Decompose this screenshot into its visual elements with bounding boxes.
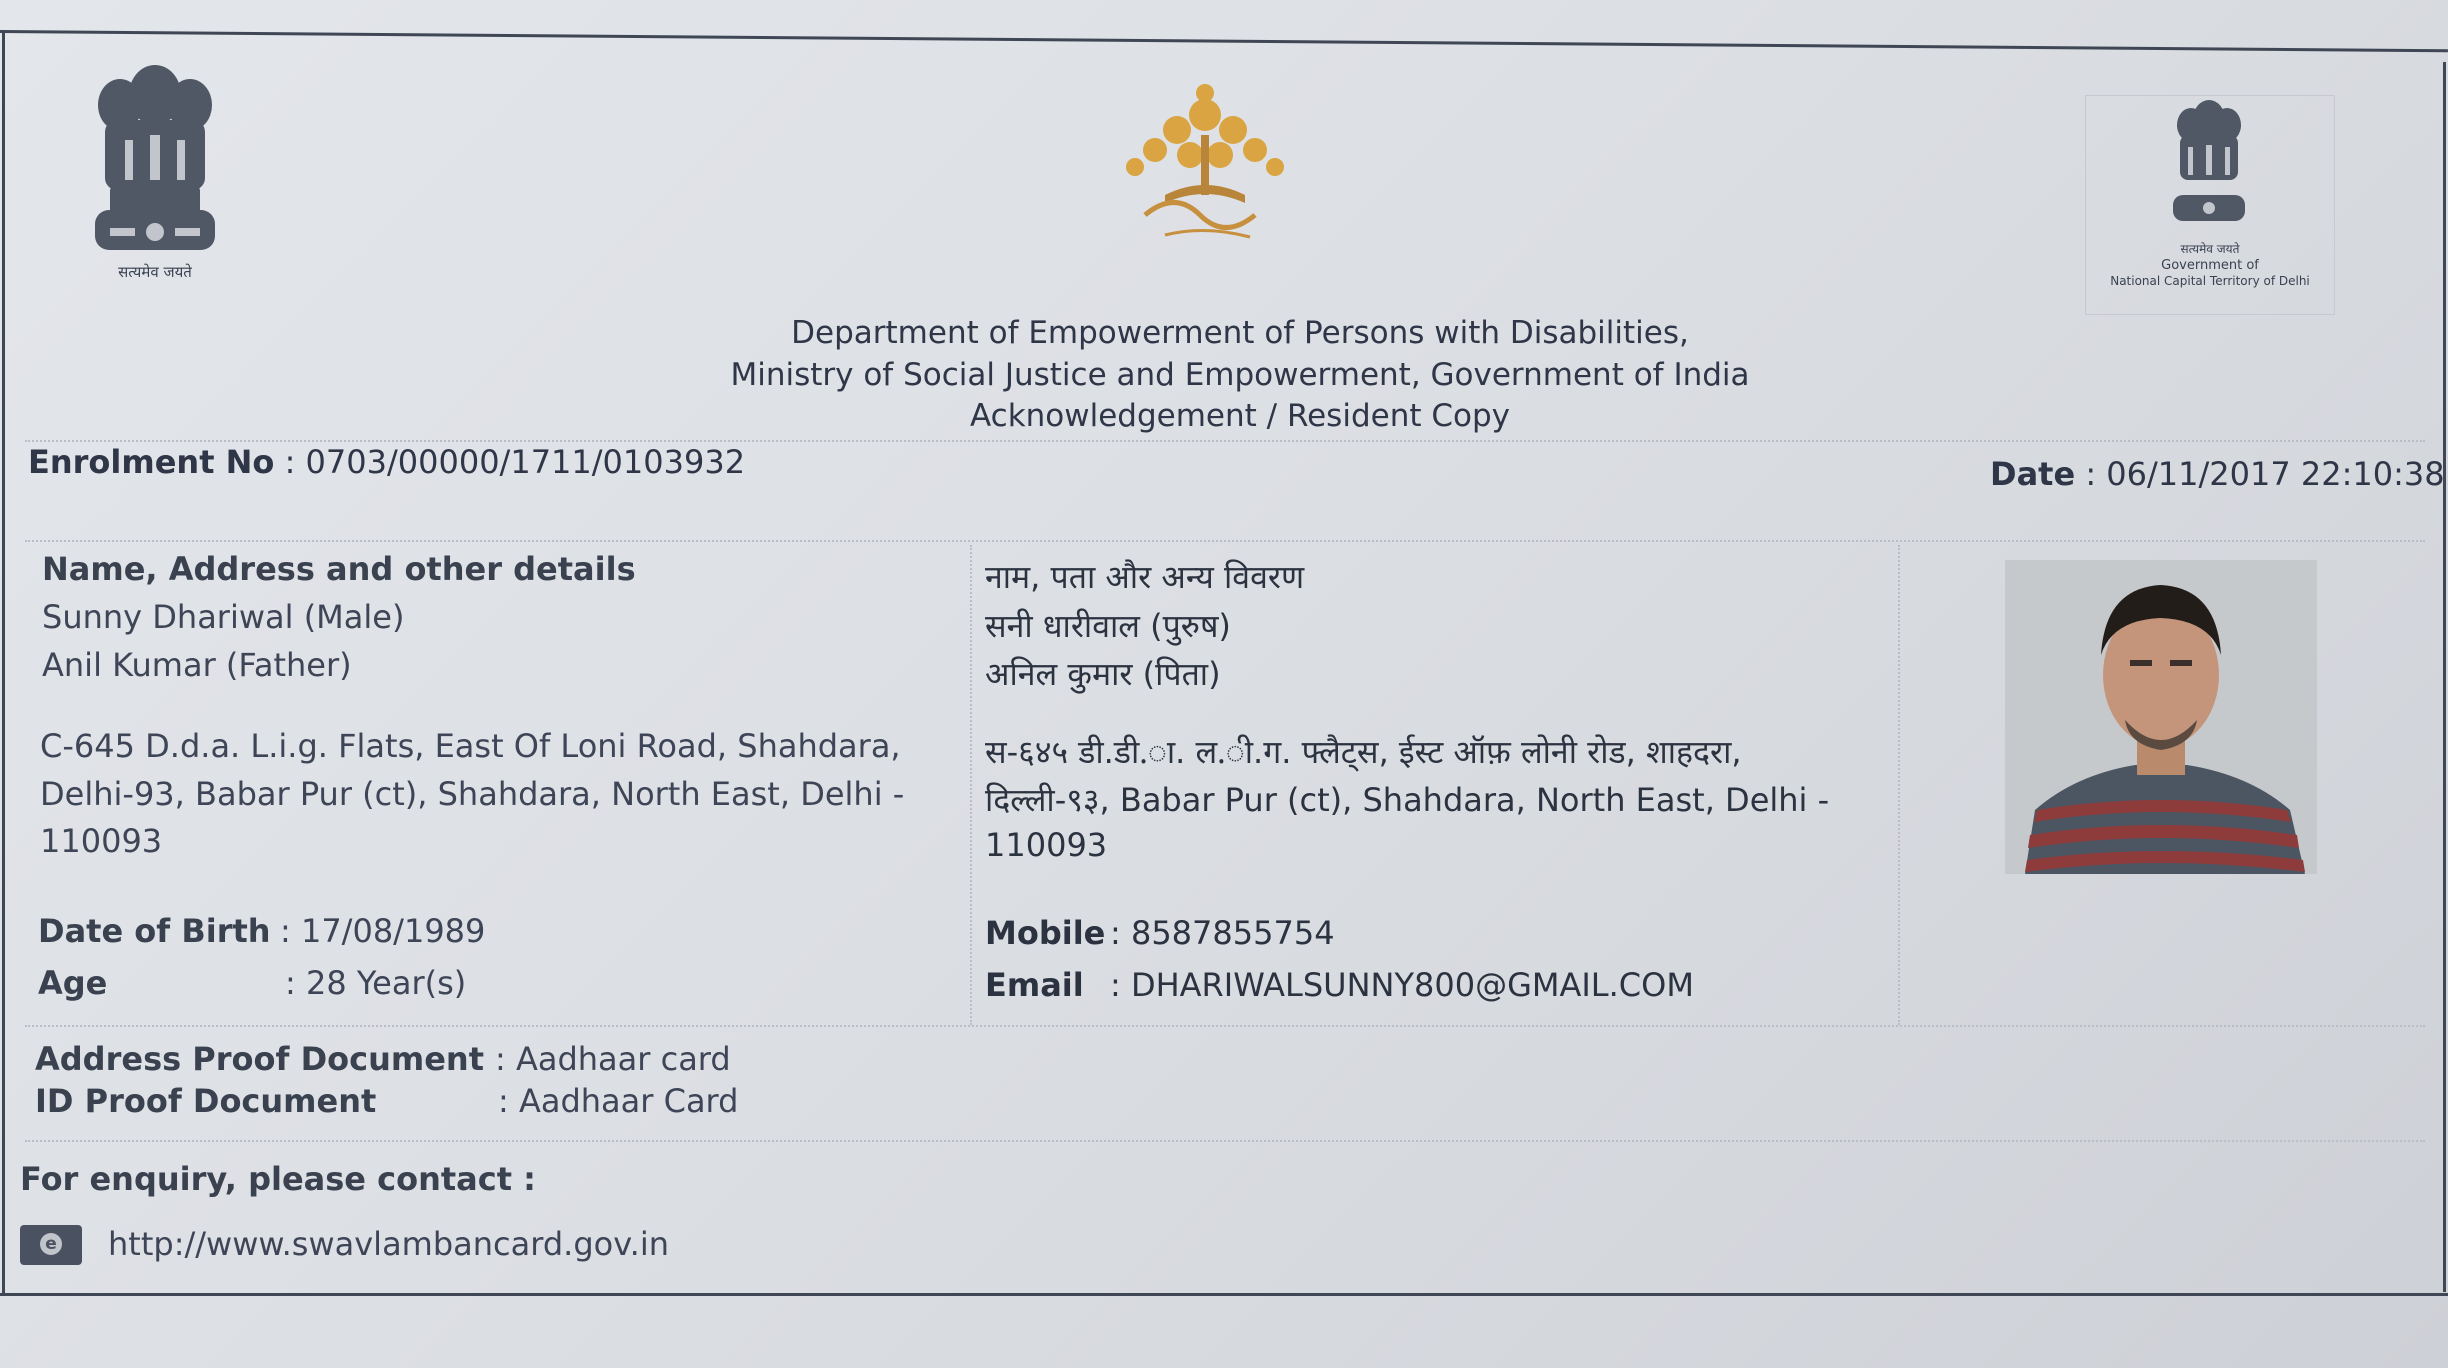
id-proof-value: : Aadhaar Card — [498, 1082, 739, 1120]
age-label: Age — [38, 964, 108, 1002]
address-line2-hi: दिल्ली-९३, Babar Pur (ct), Shahdara, North East, Delhi - — [985, 781, 1830, 819]
emblem-motto-left: सत्यमेव जयते — [118, 263, 192, 281]
divider — [970, 545, 972, 1025]
applicant-photo — [2005, 560, 2317, 874]
date-row — [1990, 455, 2445, 493]
divider — [25, 440, 2425, 442]
government-caption-2: National Capital Territory of Delhi — [2110, 274, 2310, 288]
copy-title: Acknowledgement / Resident Copy — [970, 398, 1510, 434]
address-line3-en: 110093 — [40, 822, 163, 860]
details-heading-hi: नाम, पता और अन्य विवरण — [985, 558, 1305, 596]
national-emblem-icon — [80, 60, 230, 280]
date-label: Date — [1990, 455, 2076, 493]
date-value: 06/11/2017 22:10:38 — [2106, 455, 2445, 493]
dob-label: Date of Birth — [38, 912, 271, 950]
divider — [1898, 545, 1900, 1025]
address-line2-en: Delhi-93, Babar Pur (ct), Shahdara, North East, Delhi - — [40, 775, 905, 813]
swavlamban-logo-icon — [1105, 75, 1305, 255]
globe-icon: e — [20, 1225, 82, 1265]
applicant-name-hi: सनी धारीवाल (पुरुष) — [985, 607, 1231, 645]
dob-value: : 17/08/1989 — [280, 912, 486, 950]
website-link[interactable]: http://www.swavlambancard.gov.in — [108, 1225, 670, 1263]
enrolment-row — [28, 443, 745, 481]
age-value: : 28 Year(s) — [285, 964, 467, 1002]
border-right — [2443, 62, 2446, 1292]
email-label: Email — [985, 966, 1084, 1004]
enquiry-heading: For enquiry, please contact : — [20, 1160, 536, 1198]
date-separator: : — [2075, 455, 2107, 493]
border-left — [2, 30, 5, 1295]
emblem-motto-right: सत्यमेव जयते — [2180, 242, 2240, 256]
divider — [25, 1140, 2425, 1142]
address-proof-value: : Aadhaar card — [495, 1040, 731, 1078]
mobile-label: Mobile — [985, 914, 1106, 952]
mobile-value: : 8587855754 — [1110, 914, 1335, 952]
address-line1-en: C-645 D.d.a. L.i.g. Flats, East Of Loni Road, Shahdara, — [40, 727, 901, 765]
enrolment-label: Enrolment No — [28, 443, 275, 481]
email-value: : DHARIWALSUNNY800@GMAIL.COM — [1110, 966, 1694, 1004]
father-name-hi: अनिल कुमार (पिता) — [985, 655, 1221, 693]
border-top — [0, 30, 2448, 52]
address-proof-label: Address Proof Document — [35, 1040, 484, 1078]
department-title: Department of Empowerment of Persons with Disabilities, — [791, 315, 1689, 351]
father-name-en: Anil Kumar (Father) — [42, 646, 352, 684]
border-bottom — [0, 1293, 2448, 1296]
enrolment-separator: : — [274, 443, 306, 481]
enrolment-number: 0703/00000/1711/0103932 — [305, 443, 746, 481]
ministry-title: Ministry of Social Justice and Empowerment, Government of India — [730, 357, 1750, 393]
details-heading-en: Name, Address and other details — [42, 550, 636, 588]
divider — [25, 540, 2425, 542]
address-line3-hi: 110093 — [985, 826, 1108, 864]
id-proof-label: ID Proof Document — [35, 1082, 377, 1120]
government-caption-1: Government of — [2161, 258, 2259, 273]
address-line1-hi: स-६४५ डी.डी.ा. ल.ी.ग. फ्लैट्स, ईस्ट ऑफ़ लोनी रोड, शाहदरा, — [985, 733, 1742, 771]
divider — [25, 1025, 2425, 1027]
applicant-name-en: Sunny Dhariwal (Male) — [42, 598, 405, 636]
